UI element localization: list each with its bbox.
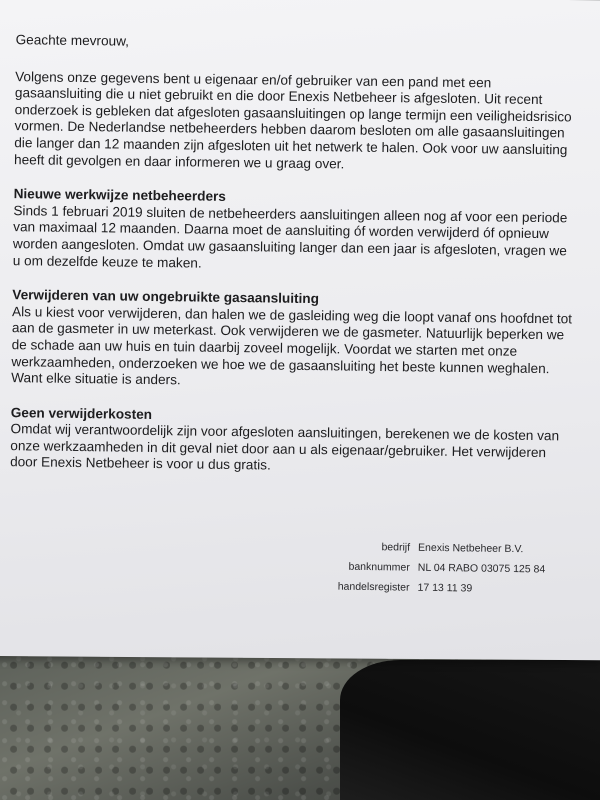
- dark-fabric-background: [340, 660, 600, 800]
- section-heading: Geen verwijderkosten: [10, 404, 153, 422]
- sender-label: banknummer: [348, 560, 410, 574]
- sender-value: NL 04 RABO 03075 125 84: [417, 561, 546, 576]
- section-new-procedure: [13, 186, 579, 276]
- sender-row-registry: [309, 576, 569, 600]
- section-heading: Verwijderen van uw ongebruikte gasaansluiting: [12, 287, 320, 307]
- letter-body: [10, 32, 581, 496]
- sender-value: Enexis Netbeheer B.V.: [418, 541, 524, 556]
- salutation: Geachte mevrouw,: [15, 32, 130, 49]
- sender-label: bedrijf: [381, 541, 411, 554]
- section-removal: [11, 287, 577, 394]
- section-no-costs: [10, 405, 576, 479]
- sender-details: [309, 536, 570, 600]
- section-text: Sinds 1 februari 2019 sluiten de netbeheerders aansluitingen alleen nog af voor een periode van maximaal 12 maanden. Daarna moet de aansluiting óf worden verwijderd óf opnieuw worden aangesloten. Omdat uw gasaansluiting langer dan een jaar is afgesloten, vragen we u om dezelfde keuze te maken.: [12, 202, 568, 271]
- sender-value: 17 13 11 39: [417, 581, 473, 595]
- section-heading: Nieuwe werkwijze netbeheerders: [13, 186, 227, 205]
- section-text: Omdat wij verantwoordelijk zijn voor afgesloten aansluitingen, berekenen we de kosten van onze werkzaamheden in dit geval niet door aan u als eigenaar/gebruiker. Het verwijderen door Enexis Netbeheer is voor u dus gratis.: [10, 421, 560, 473]
- intro-paragraph: Volgens onze gegevens bent u eigenaar en/of gebruiker van een pand met een gasaansluiting die u niet gebruikt en die door Enexis Netbeheer is afgesloten. Uit recent onderzoek is gebleken dat afgesloten gasaansluitingen op lange termijn een veiligheidsrisico vormen. De Nederlandse netbeheerders hebben daarom besloten om alle gasaansluitingen die langer dan 12 maanden zijn afgesloten uit het netwerk te halen. Ook voor uw aansluiting heeft dit gevolgen en daar informeren we u graag over.: [13, 68, 572, 172]
- sender-label: handelsregister: [337, 580, 410, 594]
- section-text: Als u kiest voor verwijderen, dan halen we de gasleiding weg die loopt vanaf ons hoofdnet tot aan de gasmeter in uw meterkast. Ook verwijderen we de gasmeter. Natuurlijk beperken we de schade aan uw huis en tuin daarbij zoveel mogelijk. Voordat we starten met onze werkzaamheden, onderzoeken we hoe we de gasaansluiting het beste kunnen weghalen. Want elke situatie is anders.: [11, 303, 573, 388]
